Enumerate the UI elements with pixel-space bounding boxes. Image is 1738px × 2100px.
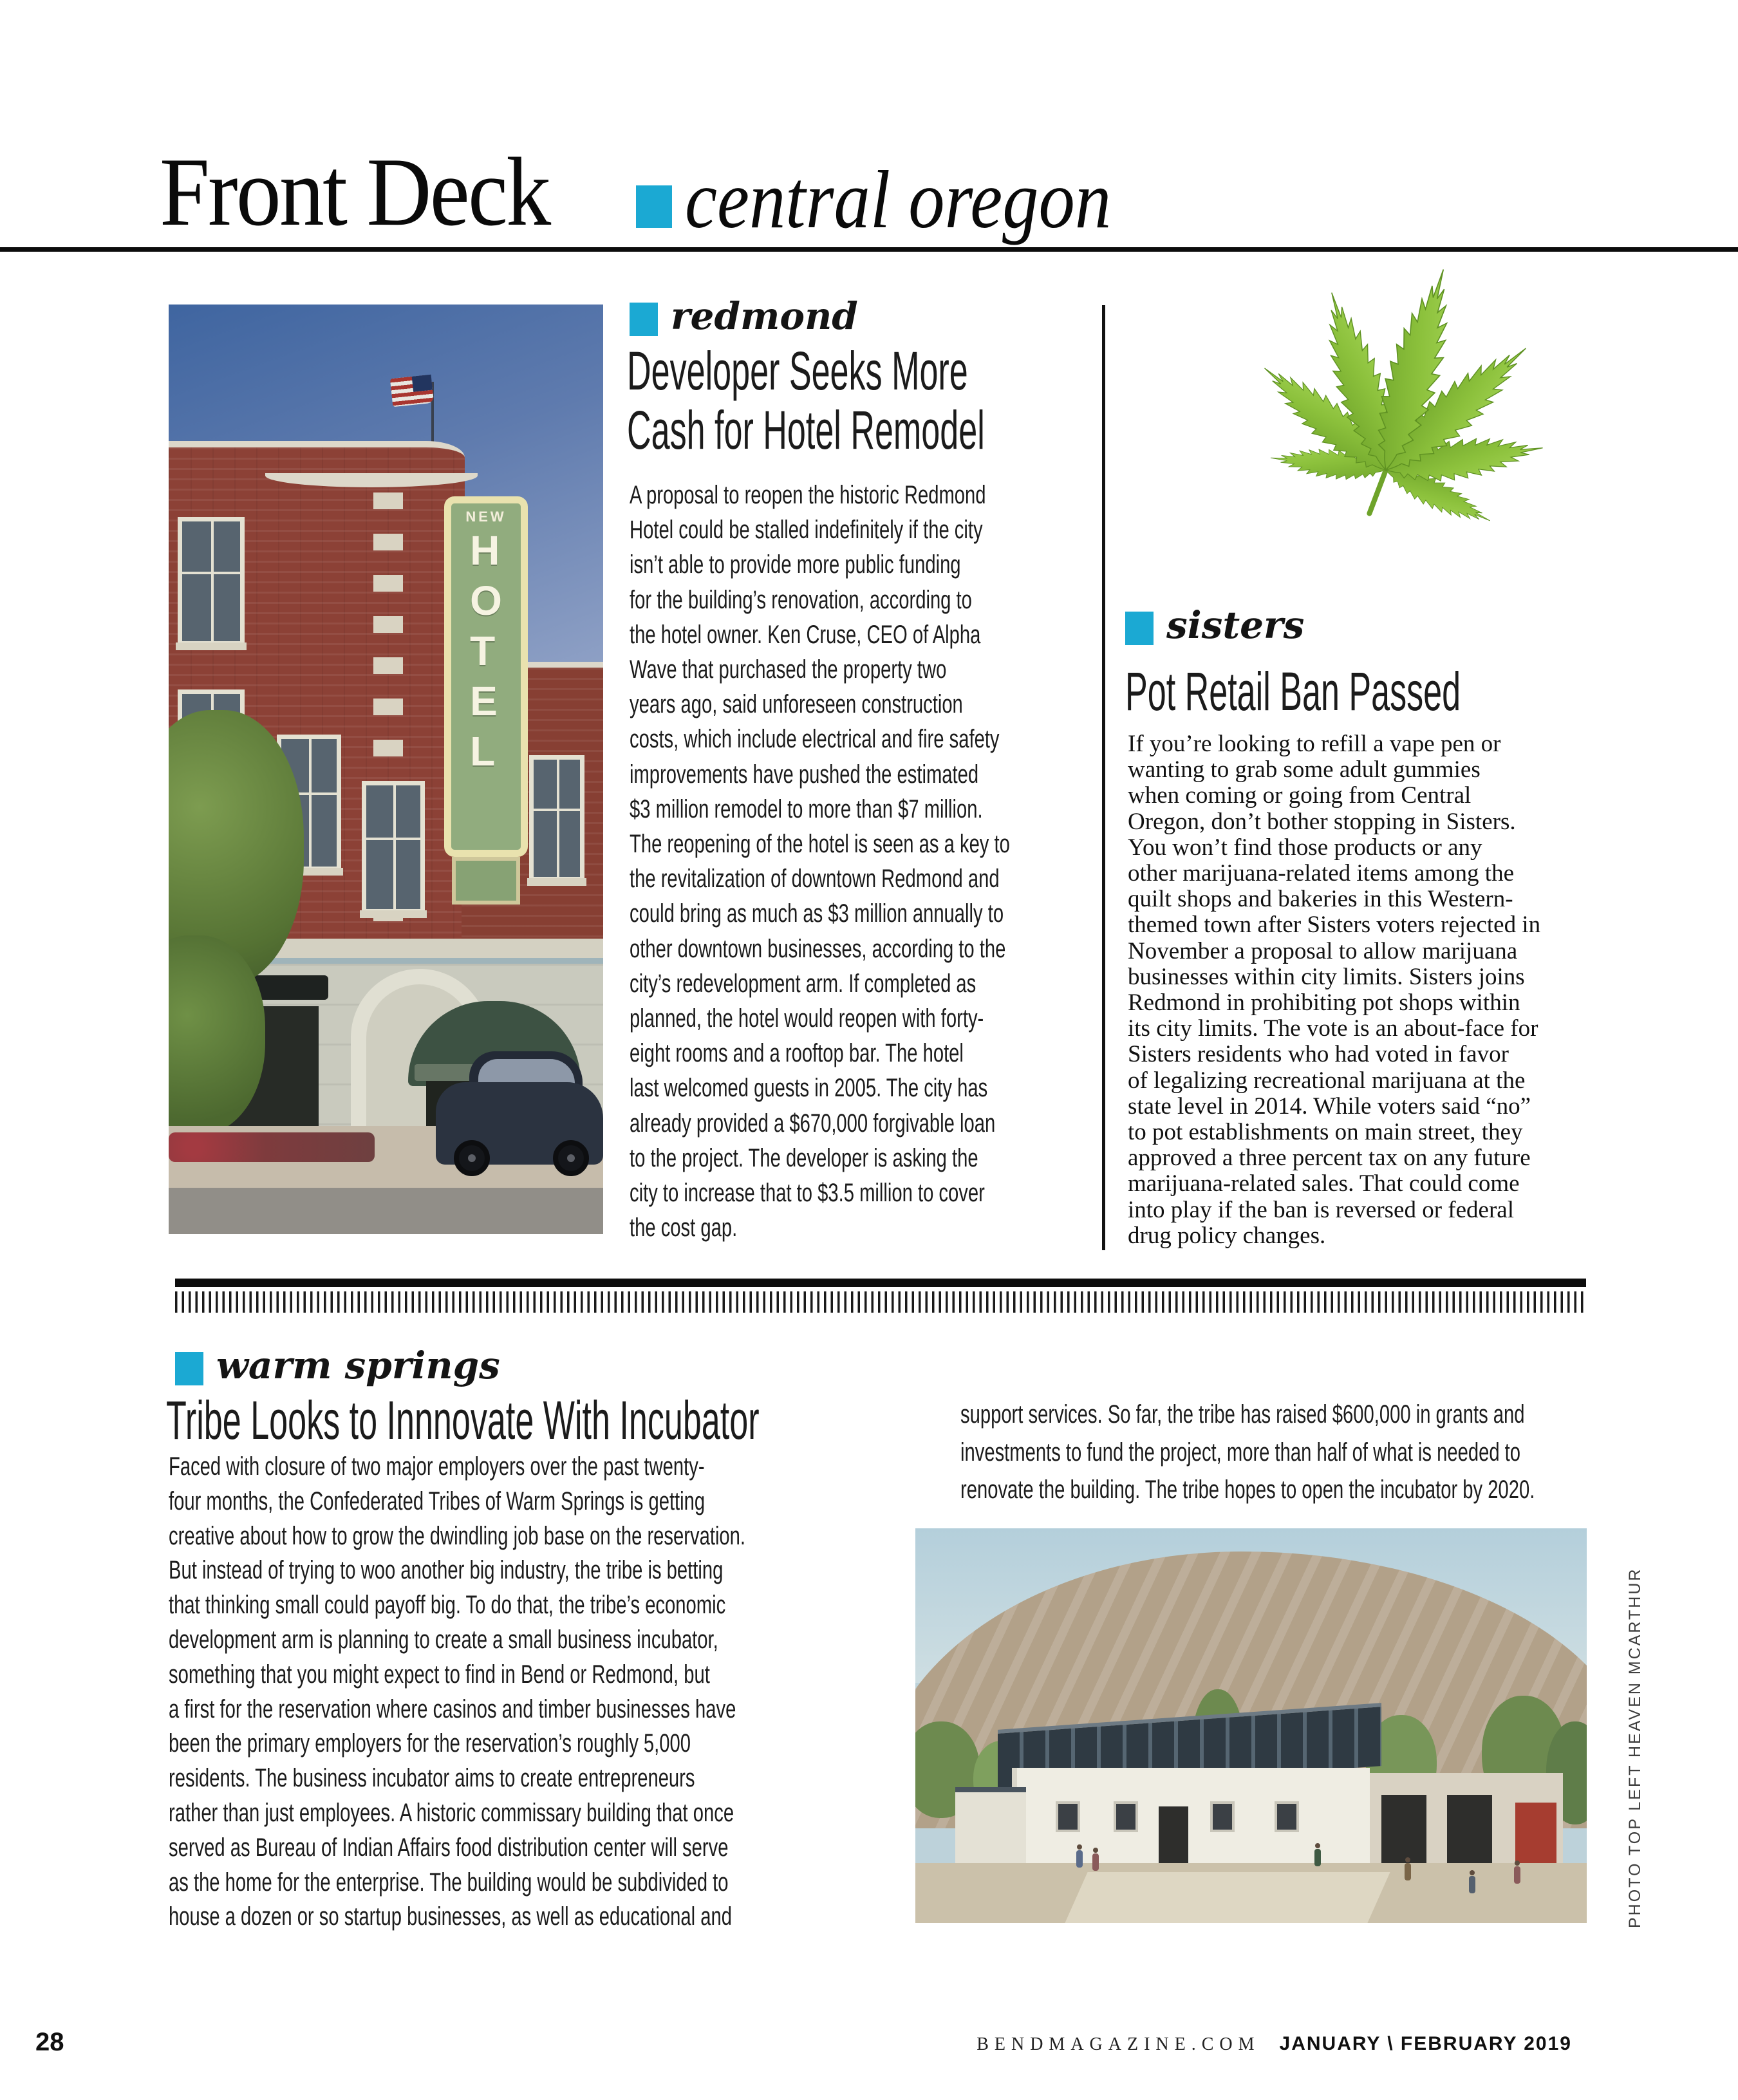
flower-bed — [169, 1132, 375, 1162]
text-line: years ago, said unforeseen construction — [630, 690, 963, 719]
footer-site: BENDMAGAZINE.COM — [976, 2034, 1260, 2054]
sisters-accent-square-icon — [1125, 612, 1154, 645]
text-line: drug policy changes. — [1128, 1222, 1326, 1249]
redmond-headline — [627, 341, 985, 460]
window — [178, 517, 245, 646]
text-line: The reopening of the hotel is seen as a key to — [630, 830, 1010, 859]
us-flag-icon — [390, 375, 434, 407]
redmond-headline-line: Cash for Hotel Remodel — [627, 400, 985, 460]
text-line: last welcomed guests in 2005. The city has — [630, 1074, 988, 1103]
person — [1514, 1866, 1520, 1884]
text-line: Redmond in prohibiting pot shops within — [1128, 989, 1520, 1017]
text-line: But instead of trying to woo another big industry, the tribe is betting — [169, 1556, 724, 1585]
accent-square-icon — [636, 185, 672, 228]
text-line: If you’re looking to refill a vape pen or — [1128, 731, 1501, 757]
text-line: served as Bureau of Indian Affairs food distribution center will serve — [169, 1833, 729, 1862]
text-line: residents. The business incubator aims to create entrepreneurs — [169, 1764, 695, 1793]
person — [1076, 1850, 1083, 1868]
text-line: wanting to grab some adult gummies — [1128, 756, 1481, 783]
text-line: four months, the Confederated Tribes of Warm Springs is getting — [169, 1486, 705, 1515]
text-line: for the building’s renovation, according to — [630, 585, 972, 614]
text-line: improvements have pushed the estimated — [630, 760, 979, 789]
text-line: its city limits. The vote is an about-face for — [1128, 1015, 1538, 1042]
hotel-photo — [169, 305, 603, 1234]
text-line: renovate the building. The tribe hopes to open the incubator by 2020. — [960, 1476, 1535, 1504]
text-line: November a proposal to allow marijuana — [1128, 937, 1518, 964]
text-line: the revitalization of downtown Redmond and — [630, 865, 1000, 894]
text-line: a first for the reservation where casinos and timber businesses have — [169, 1694, 736, 1723]
text-line: to the project. The developer is asking the — [630, 1143, 978, 1172]
hotel-sign-letters — [470, 525, 502, 776]
text-line: that thinking small could payoff big. To do that, the tribe’s economic — [169, 1591, 726, 1620]
text-line: the cost gap. — [630, 1214, 738, 1242]
text-line: Oregon, don’t bother stopping in Sisters. — [1128, 808, 1516, 835]
warm-springs-accent-square-icon — [175, 1352, 203, 1385]
warm-springs-section-label: warm springs — [216, 1344, 500, 1387]
text-line: to pot establishments on main street, they — [1128, 1119, 1523, 1146]
person — [1405, 1863, 1411, 1880]
warm-springs-body-left — [169, 1450, 745, 1935]
text-line: into play if the ban is reversed or federal — [1128, 1196, 1514, 1223]
text-line: could bring as much as $3 million annually to — [630, 899, 1004, 928]
text-line: Faced with closure of two major employers over the past twenty- — [169, 1452, 705, 1481]
text-line: as the home for the enterprise. The building would be subdivided to — [169, 1868, 729, 1897]
footer-issue: JANUARY \ FEBRUARY 2019 — [1279, 2033, 1572, 2054]
text-line: You won’t find those products or any — [1128, 834, 1482, 861]
text-line: when coming or going from Central — [1128, 782, 1472, 809]
street — [169, 1188, 603, 1234]
text-line: of legalizing recreational marijuana at the — [1128, 1067, 1526, 1094]
cannabis-leaf-image — [1132, 207, 1608, 536]
text-line: H — [470, 527, 500, 574]
cannabis-leaf-icon — [1132, 207, 1608, 536]
text-line: development arm is planning to create a small business incubator, — [169, 1625, 718, 1654]
page-number: 28 — [35, 2028, 64, 2056]
text-line: themed town after Sisters voters rejected in — [1128, 912, 1541, 939]
text-line: L — [470, 728, 496, 774]
text-line: costs, which include electrical and fire safety — [630, 725, 1000, 754]
text-line: city to increase that to $3.5 million to cover — [630, 1179, 985, 1208]
window — [529, 755, 584, 881]
text-line: the hotel owner. Ken Cruse, CEO of Alpha — [630, 620, 981, 649]
text-line: A proposal to reopen the historic Redmond — [630, 481, 986, 509]
text-line: Hotel could be stalled indefinitely if the city — [630, 516, 983, 545]
sisters-body — [1128, 731, 1540, 1249]
text-line: Sisters residents who had voted in favor — [1128, 1041, 1509, 1068]
column-divider-rule — [1102, 305, 1105, 1250]
text-line: isn’t able to provide more public funding — [630, 550, 961, 579]
text-line: O — [470, 577, 502, 624]
sisters-headline: Pot Retail Ban Passed — [1125, 661, 1461, 722]
text-line: other downtown businesses, according to the — [630, 934, 1006, 963]
text-line: state level in 2014. While voters said “no” — [1128, 1092, 1531, 1120]
text-line: eight rooms and a rooftop bar. The hotel — [630, 1039, 964, 1068]
text-line: house a dozen or so startup businesses, as well as educational and — [169, 1902, 732, 1931]
text-line: E — [470, 678, 498, 724]
masthead-section-label: central oregon — [685, 154, 1112, 245]
sisters-section-label: sisters — [1166, 603, 1305, 647]
text-line: approved a three percent tax on any future — [1128, 1145, 1531, 1172]
text-line: already provided a $670,000 forgivable loan — [630, 1109, 996, 1138]
text-line: something that you might expect to find in Bend or Redmond, but — [169, 1660, 710, 1689]
text-line: $3 million remodel to more than $7 million. — [630, 794, 983, 823]
text-line: planned, the hotel would reopen with forty- — [630, 1004, 984, 1033]
parked-car — [436, 1046, 603, 1185]
redmond-body — [630, 478, 1010, 1245]
warm-springs-headline: Tribe Looks to Innnovate With Incubator — [166, 1390, 760, 1450]
photo-credit: PHOTO TOP LEFT HEAVEN MCARTHUR — [1626, 1567, 1644, 1928]
text-line: creative about how to grow the dwindling job base on the reservation. — [169, 1521, 746, 1550]
text-line: marijuana-related sales. That could come — [1128, 1170, 1520, 1197]
text-line: Wave that purchased the property two — [630, 655, 947, 684]
text-line: other marijuana-related items among the — [1128, 860, 1514, 887]
warm-springs-body-right — [960, 1396, 1535, 1509]
redmond-section-label: redmond — [671, 294, 858, 338]
text-line: been the primary employers for the reservation’s roughly 5,000 — [169, 1729, 691, 1758]
footer-right — [976, 2033, 1572, 2055]
text-line: city’s redevelopment arm. If completed as — [630, 969, 976, 998]
divider-ticks — [175, 1291, 1586, 1313]
hotel-sign — [444, 496, 528, 857]
text-line: support services. So far, the tribe has raised $600,000 in grants and — [960, 1400, 1525, 1429]
redmond-headline-line: Developer Seeks More — [627, 341, 968, 401]
text-line: rather than just employees. A historic commissary building that once — [169, 1798, 734, 1827]
text-line: businesses within city limits. Sisters joins — [1128, 963, 1525, 990]
text-line: T — [470, 628, 496, 674]
text-line: investments to fund the project, more than half of what is needed to — [960, 1438, 1521, 1467]
person — [1469, 1876, 1475, 1893]
walkway — [1065, 1872, 1390, 1923]
person — [1092, 1853, 1099, 1871]
hotel-sign-top-text: NEW — [465, 509, 507, 525]
redmond-accent-square-icon — [630, 303, 658, 336]
person — [1314, 1849, 1321, 1866]
window — [362, 781, 425, 914]
incubator-rendering-image — [915, 1528, 1587, 1923]
hotel-sign-base — [452, 857, 520, 905]
page-title: Front Deck — [160, 138, 550, 246]
divider-bar — [175, 1279, 1586, 1287]
text-line: quilt shops and bakeries in this Western- — [1128, 886, 1513, 913]
